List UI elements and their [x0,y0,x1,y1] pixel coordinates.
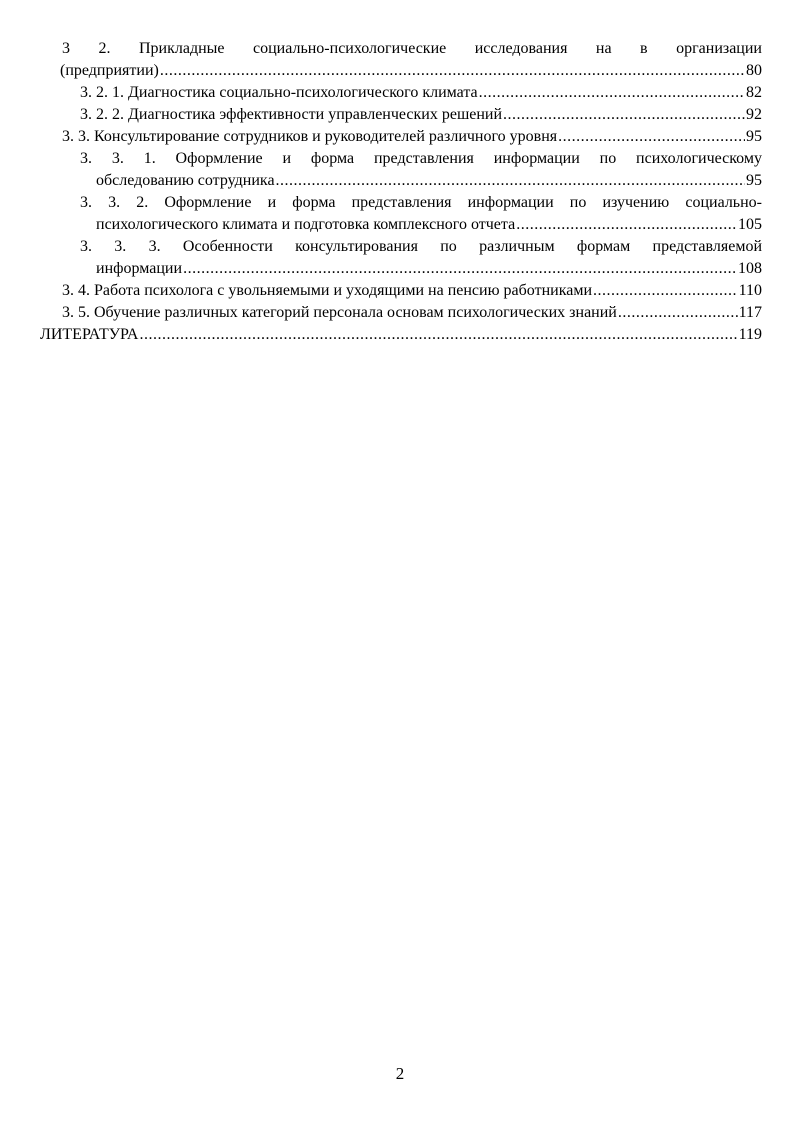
toc-entry[interactable] [80,148,762,192]
toc-page-number: 92 [746,106,762,123]
toc-entry[interactable] [40,324,762,346]
toc-entry[interactable] [80,104,762,126]
toc-entry[interactable] [62,126,762,148]
toc-entry-title-line: 3. 3. 2. Оформление и форма представления информации по изучению социально- [80,194,762,211]
toc-leader-dots [558,126,745,148]
toc-entry[interactable] [62,302,762,324]
toc-entry-title: (предприятии) [60,62,159,79]
toc-entry-title: 3. 5. Обучение различных категорий персонала основам психологических знаний [62,304,617,321]
toc-page-number: 82 [746,84,762,101]
toc-page-number: 119 [738,326,762,343]
toc-leader-dots [618,302,738,324]
toc-entry-title: 3. 2. 2. Диагностика эффективности управленческих решений [80,106,503,123]
toc-entry[interactable] [62,38,762,82]
toc-page-number: 95 [746,128,762,145]
toc-entry[interactable] [62,280,762,302]
toc-leader-dots [503,104,745,126]
toc-leader-dots [479,82,745,104]
toc-entry-title: 3. 2. 1. Диагностика социально-психологического климата [80,84,478,101]
toc-entry-title: 3. 4. Работа психолога с увольняемыми и уходящими на пенсию работниками [62,282,593,299]
toc-page-number: 108 [738,260,762,277]
toc-entry-title: информации [96,260,183,277]
toc-entry-title-line: 3. 3. 1. Оформление и форма представления информации по психологическому [80,150,762,167]
toc-leader-dots [139,324,737,346]
toc-entry[interactable] [80,192,762,236]
toc-leader-dots [160,60,745,82]
toc-entry-title: 3. 3. Консультирование сотрудников и руководителей различного уровня [62,128,558,145]
toc-entry-title-line: 3 2. Прикладные социально-психологические исследования на в организации [62,40,762,57]
toc-leader-dots [516,214,737,236]
toc-leader-dots [276,170,745,192]
toc-entry-title: ЛИТЕРАТУРА [40,326,139,343]
toc-entry-title: обследованию сотрудника [96,172,275,189]
table-of-contents [0,38,800,346]
toc-page-number: 117 [738,304,762,321]
toc-leader-dots [183,258,737,280]
toc-entry-title-line: 3. 3. 3. Особенности консультирования по различным формам представляемой [80,238,762,255]
page-number: 2 [395,1064,405,1083]
toc-entry[interactable] [80,236,762,280]
toc-leader-dots [593,280,738,302]
toc-page-number: 80 [746,62,762,79]
toc-page-number: 105 [738,216,762,233]
toc-page-number: 110 [738,282,762,299]
toc-page-number: 95 [746,172,762,189]
toc-entry-title: психологического климата и подготовка комплексного отчета [96,216,516,233]
toc-entry[interactable] [80,82,762,104]
